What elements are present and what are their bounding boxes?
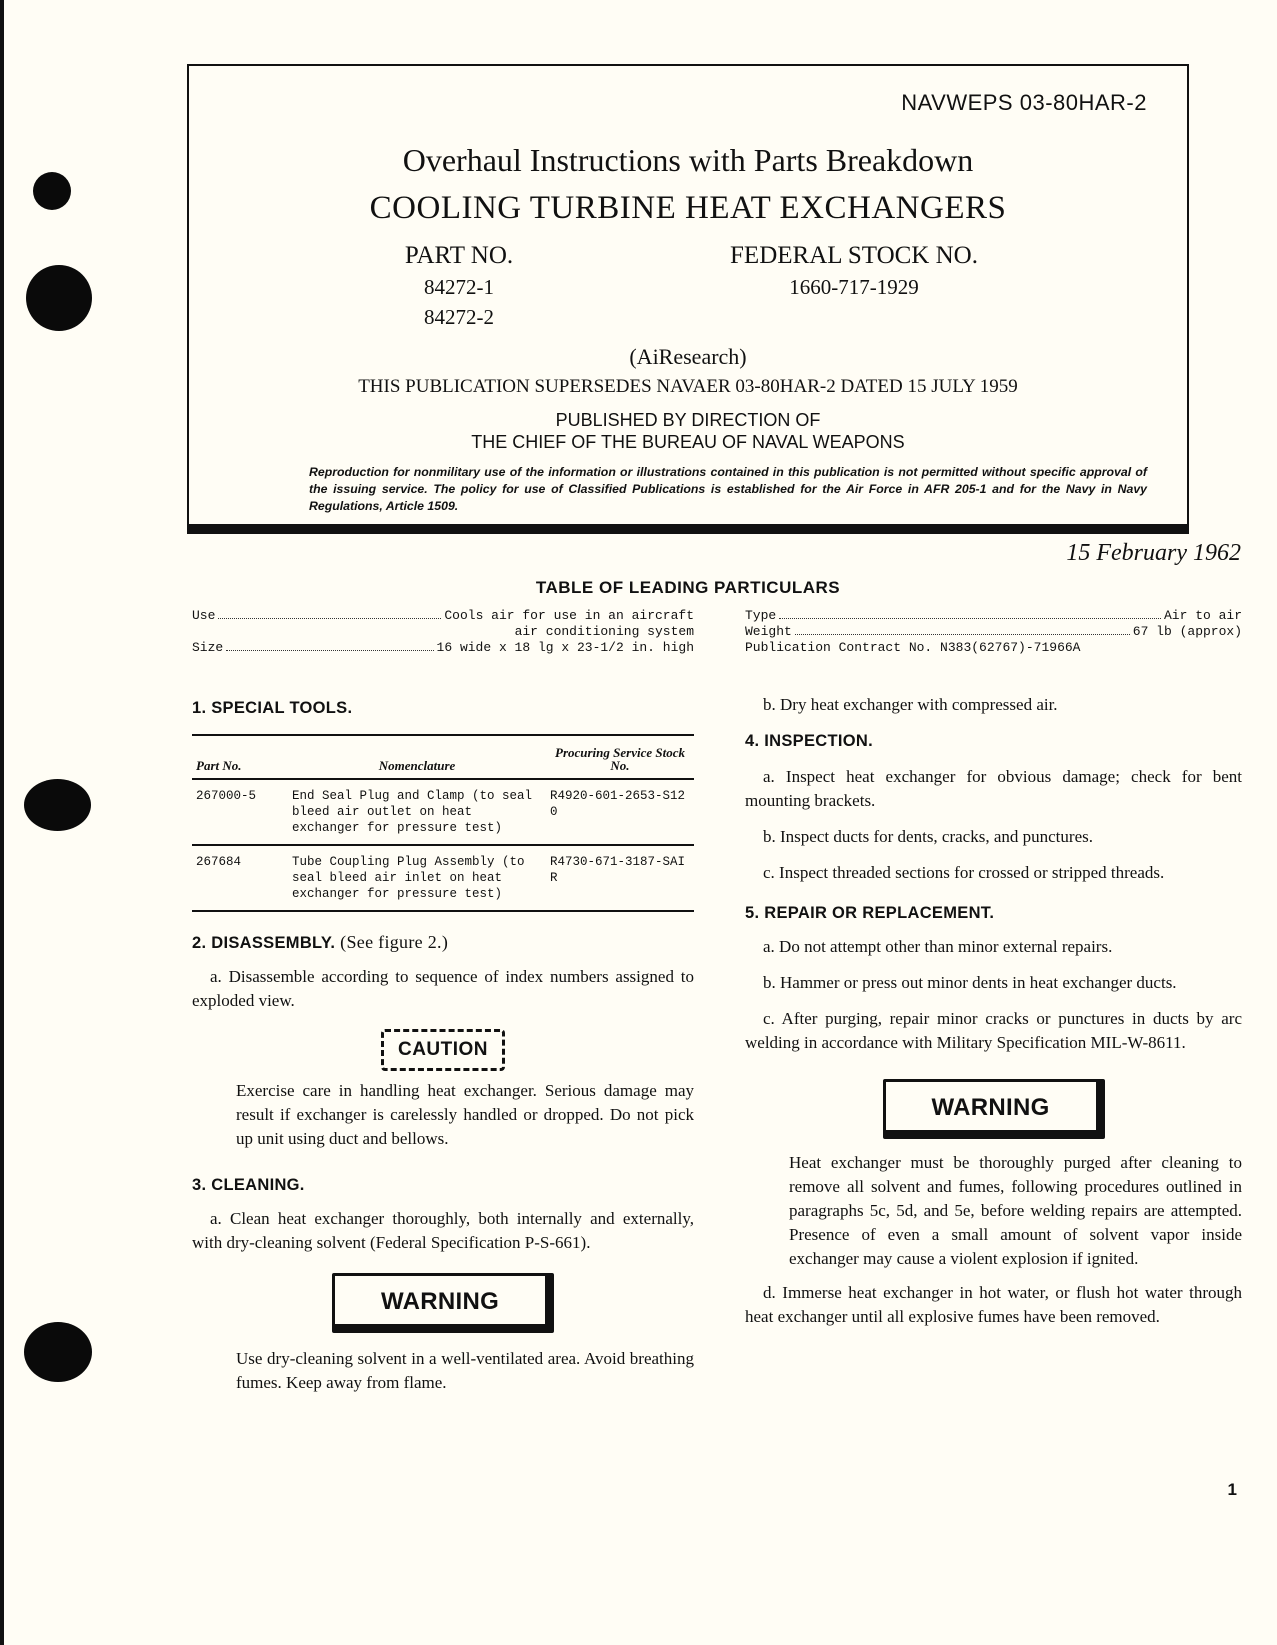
- paragraph-3b: b. Dry heat exchanger with compressed air.: [763, 695, 1058, 714]
- warning-container: [745, 1079, 1242, 1139]
- leader-dots: [779, 618, 1161, 619]
- part-no-label: PART NO.: [404, 242, 514, 269]
- paragraph-5d: d. Immerse heat exchanger in hot water, or flush hot water through heat exchanger until all explosive fumes have been removed.: [745, 1283, 1242, 1326]
- section-heading-repair: 5. REPAIR OR REPLACEMENT.: [745, 904, 995, 922]
- cell-stock-no: R4730-671-3187-SAIR: [546, 845, 694, 911]
- page-edge: [0, 0, 4, 1645]
- left-column: [192, 696, 694, 1395]
- punch-hole: [24, 1322, 92, 1382]
- particular-value: Air to air: [1163, 608, 1242, 623]
- published-by-line: PUBLISHED BY DIRECTION OF: [555, 410, 821, 430]
- cell-part-no: 267000-5: [192, 779, 288, 845]
- caution-text: Exercise care in handling heat exchanger. Serious damage may result if exchanger is carelessly handled or dropped. Do not pick up unit using duct and bellows.: [236, 1081, 694, 1148]
- caution-container: [192, 1029, 694, 1071]
- cell-part-no: 267684: [192, 845, 288, 911]
- paragraph-4a: a. Inspect heat exchanger for obvious damage; check for bent mounting brackets.: [745, 767, 1242, 810]
- federal-stock-number: 1660-717-1929: [789, 275, 919, 299]
- warning-label: WARNING: [332, 1273, 554, 1333]
- part-number: 84272-2: [424, 305, 494, 329]
- particular-label: Use: [192, 608, 216, 623]
- particular-contract: [745, 640, 1242, 656]
- paragraph-4c: c. Inspect threaded sections for crossed or stripped threads.: [763, 863, 1165, 882]
- punch-hole: [33, 172, 71, 210]
- published-by: [189, 409, 1187, 453]
- federal-stock-numbers: [709, 240, 999, 302]
- section-heading-cleaning: 3. CLEANING.: [192, 1176, 305, 1194]
- particular-type: [745, 608, 1242, 624]
- paragraph-4b: b. Inspect ducts for dents, cracks, and punctures.: [763, 827, 1093, 846]
- particular-use: [192, 608, 694, 624]
- leader-dots: [795, 634, 1130, 635]
- spacer: [932, 640, 940, 656]
- publication-number: NAVWEPS 03-80HAR-2: [901, 90, 1147, 115]
- leading-particulars-right: [745, 608, 1242, 656]
- particular-weight: [745, 624, 1242, 640]
- special-tools-table: [192, 734, 694, 912]
- warning-text: Heat exchanger must be thoroughly purged after cleaning to remove all solvent and fumes, following procedures outlined in paragraphs 5c, 5d, and 5e, before welding repairs are attempted. Presence of even a small amount of solvent vapor inside exchanger may cause a violent explosion if ignited.: [789, 1153, 1242, 1268]
- section-heading-inspection: 4. INSPECTION.: [745, 732, 873, 750]
- manufacturer: (AiResearch): [629, 344, 747, 369]
- column-header-nomenclature: Nomenclature: [288, 735, 546, 779]
- leading-particulars-left: [192, 608, 694, 656]
- published-by-line: THE CHIEF OF THE BUREAU OF NAVAL WEAPONS: [471, 432, 905, 452]
- cell-nomenclature: Tube Coupling Plug Assembly (to seal bleed air inlet on heat exchanger for pressure test): [288, 845, 546, 911]
- publication-date: 15 February 1962: [1066, 540, 1241, 566]
- punch-hole: [26, 265, 92, 331]
- cell-nomenclature: End Seal Plug and Clamp (to seal bleed air outlet on heat exchanger for pressure test): [288, 779, 546, 845]
- particular-label: Size: [192, 640, 224, 655]
- particular-label: Weight: [745, 624, 792, 639]
- page-number: 1: [1227, 1480, 1237, 1499]
- caution-label: CAUTION: [381, 1029, 505, 1071]
- heading-text: 2. DISASSEMBLY.: [192, 934, 336, 952]
- section-heading-disassembly: [192, 930, 694, 955]
- table-row: [192, 845, 694, 911]
- document-subject: COOLING TURBINE HEAT EXCHANGERS: [369, 190, 1007, 226]
- warning-text: Use dry-cleaning solvent in a well-ventilated area. Avoid breathing fumes. Keep away from flame.: [236, 1349, 694, 1392]
- leading-particulars-title: TABLE OF LEADING PARTICULARS: [535, 578, 841, 597]
- leader-dots: [226, 650, 433, 651]
- punch-hole: [24, 779, 91, 831]
- title-block: [187, 64, 1189, 534]
- leader-dots: [218, 618, 441, 619]
- paragraph-2a: a. Disassemble according to sequence of index numbers assigned to exploded view.: [192, 967, 694, 1010]
- cell-stock-no: R4920-601-2653-S120: [546, 779, 694, 845]
- right-column: [745, 693, 1242, 1329]
- figure-reference: (See figure 2.): [340, 932, 449, 952]
- warning-container: [192, 1273, 694, 1333]
- column-header-stock-no: Procuring Service Stock No.: [546, 735, 694, 779]
- particular-label: Type: [745, 608, 777, 623]
- particular-size: [192, 640, 694, 656]
- part-number: 84272-1: [424, 275, 494, 299]
- particular-value: Cools air for use in an aircraft: [444, 608, 694, 623]
- particular-value-continuation: air conditioning system: [514, 624, 694, 639]
- document-title: Overhaul Instructions with Parts Breakdown: [402, 142, 974, 178]
- supersedes-notice: THIS PUBLICATION SUPERSEDES NAVAER 03-80HAR-2 DATED 15 JULY 1959: [358, 376, 1018, 397]
- particular-label: Publication Contract No.: [745, 640, 933, 655]
- column-header-part-no: Part No.: [192, 735, 288, 779]
- paragraph-5b: b. Hammer or press out minor dents in heat exchanger ducts.: [763, 973, 1177, 992]
- reproduction-notice: Reproduction for nonmilitary use of the information or illustrations contained in this publication is not permitted without specific approval of the issuing service. The policy for use of Classified Publications is established for the Air Force in AFR 205-1 and for the Navy in Navy Regulations, Article 1509.: [309, 465, 1147, 513]
- federal-stock-label: FEDERAL STOCK NO.: [730, 242, 978, 269]
- warning-label: WARNING: [883, 1079, 1105, 1139]
- particular-value: 67 lb (approx): [1132, 624, 1242, 639]
- part-numbers: [394, 240, 524, 332]
- table-row: [192, 779, 694, 845]
- paragraph-5a: a. Do not attempt other than minor external repairs.: [763, 937, 1113, 956]
- particular-value: N383(62767)-71966A: [940, 640, 1081, 655]
- particular-value: 16 wide x 18 lg x 23-1/2 in. high: [436, 640, 694, 655]
- paragraph-5c: c. After purging, repair minor cracks or punctures in ducts by arc welding in accordance with Military Specification MIL-W-8611.: [745, 1009, 1242, 1052]
- section-heading-special-tools: 1. SPECIAL TOOLS.: [192, 699, 353, 717]
- paragraph-3a: a. Clean heat exchanger thoroughly, both internally and externally, with dry-cleaning solvent (Federal Specification P-S-661).: [192, 1209, 694, 1252]
